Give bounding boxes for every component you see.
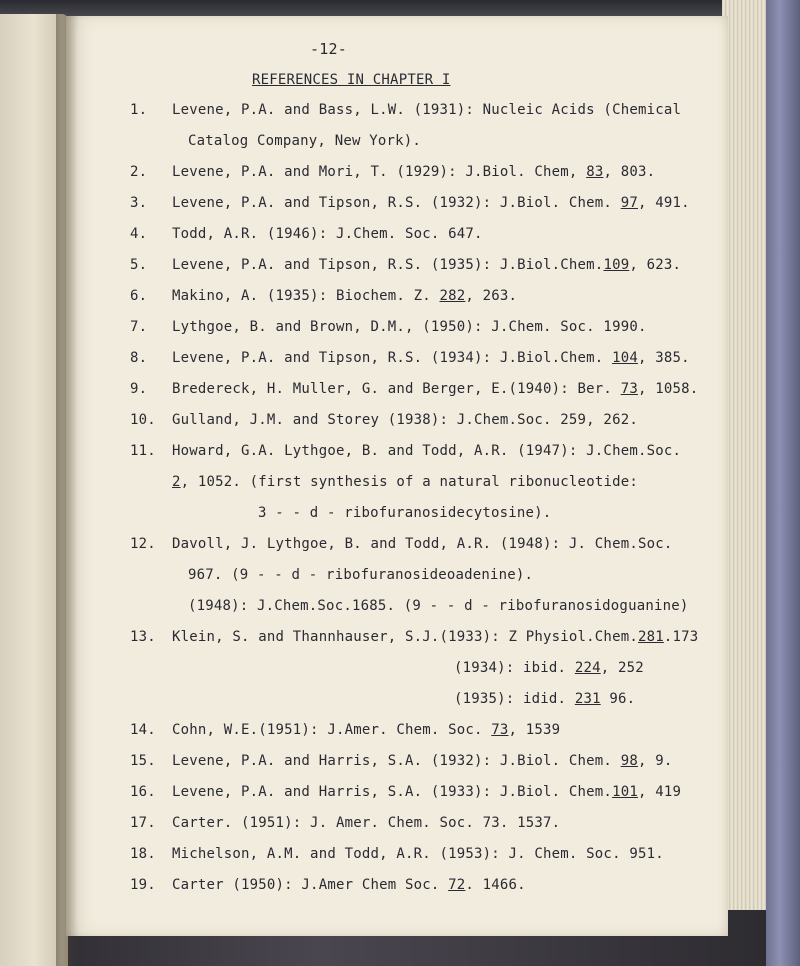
reference-text: Gulland, J.M. and Storey (1938): J.Chem.Soc. 259, 262. [172,412,638,428]
reference-line [454,660,644,676]
volume-number: 104 [612,350,638,366]
reference-text: (1935): idid. 231 96. [454,691,636,707]
volume-number: 98 [620,753,638,769]
reference-number: 10. [130,412,156,428]
volume-number: 231 [574,691,601,707]
reference-number: 9. [130,381,148,397]
volume-number: 282 [439,288,466,304]
reference-text: Klein, S. and Thannhauser, S.J.(1933): Z Physiol.Chem.281.173 [172,629,699,645]
reference-text: Levene, P.A. and Tipson, R.S. (1935): J.Biol.Chem.109, 623. [172,257,682,273]
reference-number: 5. [130,257,148,273]
book-cover-edge [766,0,800,966]
reference-text: Michelson, A.M. and Todd, A.R. (1953): J. Chem. Soc. 951. [172,846,664,862]
reference-number: 18. [130,846,156,862]
reference-text: Lythgoe, B. and Brown, D.M., (1950): J.Chem. Soc. 1990. [172,319,647,335]
reference-number: 17. [130,815,156,831]
reference-text: Levene, P.A. and Bass, L.W. (1931): Nucleic Acids (Chemical [172,102,682,118]
reference-number: 4. [130,226,148,242]
reference-text: 967. (9 - - d - ribofuranosideoadenine). [188,567,534,583]
reference-text: Levene, P.A. and Tipson, R.S. (1934): J.Biol.Chem. 104, 385. [172,350,690,366]
volume-number: 224 [574,660,601,676]
reference-number: 13. [130,629,156,645]
reference-line [454,691,635,707]
reference-number: 12. [130,536,156,552]
reference-number: 14. [130,722,156,738]
reference-number: 2. [130,164,148,180]
volume-number: 73 [620,381,638,397]
reference-text: Levene, P.A. and Tipson, R.S. (1932): J.Biol. Chem. 97, 491. [172,195,690,211]
reference-number: 3. [130,195,148,211]
reference-number: 6. [130,288,148,304]
reference-text: Carter. (1951): J. Amer. Chem. Soc. 73. 1537. [172,815,561,831]
reference-text: 2, 1052. (first synthesis of a natural ribonucleotide: [172,474,638,490]
page-number: -12- [310,40,347,58]
reference-number: 7. [130,319,148,335]
volume-number: 73 [491,722,509,738]
reference-text: 3 - - d - ribofuranosidecytosine). [258,505,552,521]
reference-text: Davoll, J. Lythgoe, B. and Todd, A.R. (1948): J. Chem.Soc. [172,536,673,552]
reference-text: (1934): ibid. 224, 252 [454,660,644,676]
page-text [66,16,766,936]
reference-text: Makino, A. (1935): Biochem. Z. 282, 263. [172,288,518,304]
reference-text: Bredereck, H. Muller, G. and Berger, E.(1940): Ber. 73, 1058. [172,381,699,397]
reference-text: Levene, P.A. and Harris, S.A. (1932): J.Biol. Chem. 98, 9. [172,753,673,769]
references-heading: REFERENCES IN CHAPTER I [252,72,451,88]
reference-text: Cohn, W.E.(1951): J.Amer. Chem. Soc. 73, 1539 [172,722,561,738]
reference-text: Levene, P.A. and Mori, T. (1929): J.Biol. Chem, 83, 803. [172,164,656,180]
reference-text: Catalog Company, New York). [188,133,421,149]
volume-number: 97 [620,195,638,211]
volume-number: 101 [612,784,638,800]
reference-number: 16. [130,784,156,800]
reference-text: (1948): J.Chem.Soc.1685. (9 - - d - ribofuranosidoguanine) [188,598,689,614]
reference-line [258,505,551,521]
reference-text: Levene, P.A. and Harris, S.A. (1933): J.Biol. Chem.101, 419 [172,784,682,800]
volume-number: 72 [448,877,466,893]
reference-text: Carter (1950): J.Amer Chem Soc. 72. 1466. [172,877,526,893]
reference-number: 19. [130,877,156,893]
volume-number: 83 [586,164,604,180]
volume-number: 109 [603,257,630,273]
volume-number: 2 [172,474,181,490]
reference-text: Howard, G.A. Lythgoe, B. and Todd, A.R. (1947): J.Chem.Soc. [172,443,682,459]
reference-number: 1. [130,102,148,118]
volume-number: 281 [637,629,664,645]
reference-number: 8. [130,350,148,366]
reference-number: 11. [130,443,156,459]
reference-text: Todd, A.R. (1946): J.Chem. Soc. 647. [172,226,483,242]
reference-number: 15. [130,753,156,769]
